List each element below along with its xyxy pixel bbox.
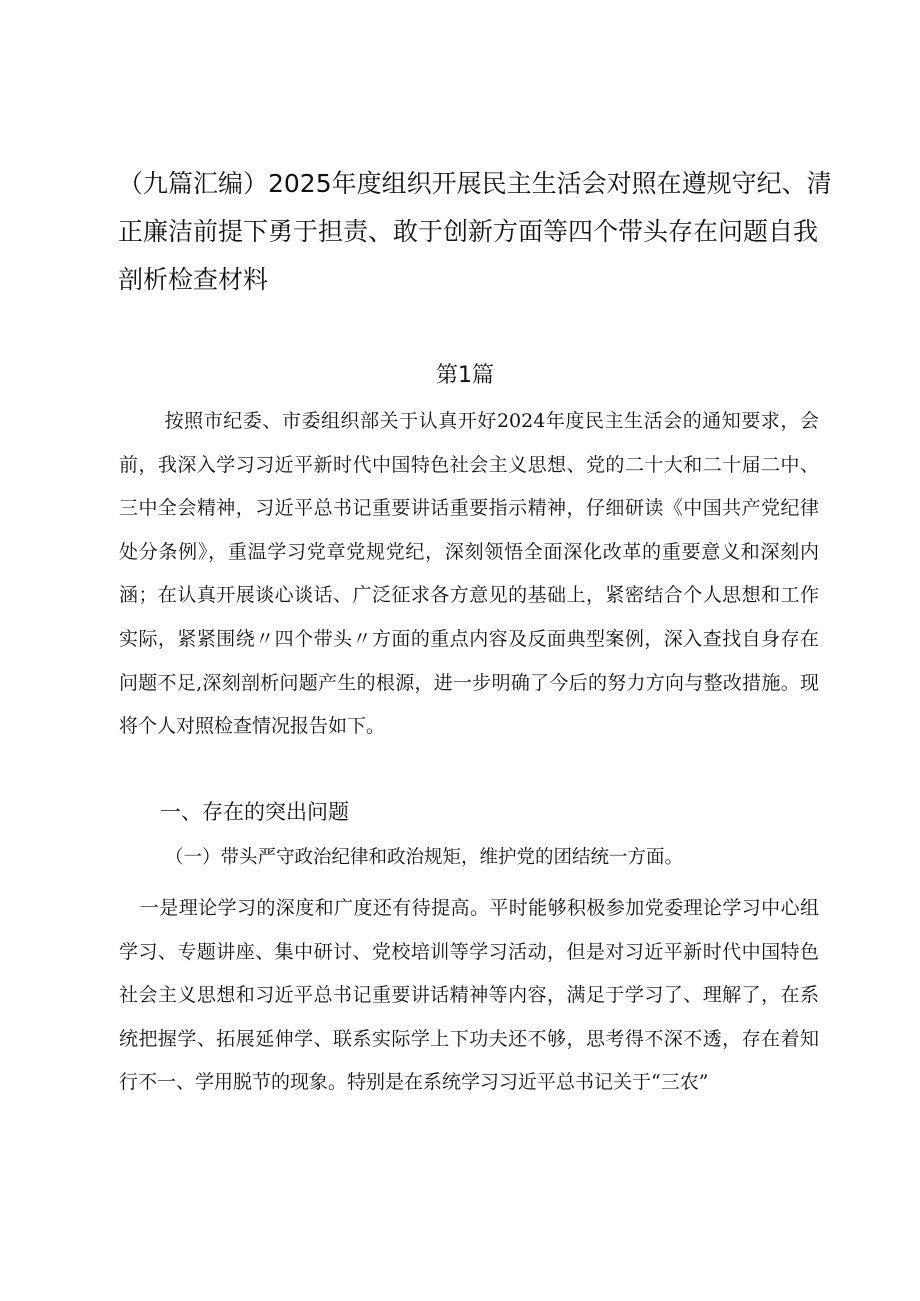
- document-title: （九篇汇编）2025年度组织开展民主生活会对照在遵规守纪、清正廉洁前提下勇于担责、敢于创新方面等四个带头存在问题自我剖析检查材料: [118, 169, 832, 294]
- intro-paragraph: 按照市纪委、市委组织部关于认真开好2024年度民主生活会的通知要求，会前，我深入学习习近平新时代中国特色社会主义思想、党的二十大和二十届二中、三中全会精神，习近平总书记重要讲话重要指示精神，仔细研读《中国共产党纪律处分条例》，重温学习党章党规党纪，深刻领悟全面深化改革的重要意义和深刻内涵；在认真开展谈心谈话、广泛征求各方意见的基础上，紧密结合个人思想和工作实际，紧紧围绕〃四个带头〃方面的重点内容及反面典型案例，深入查找自身存在问题不足,深刻剖析问题产生的根源，进一步明确了今后的努力方向与整改措施。现将个人对照检查情况报告如下。: [119, 410, 819, 738]
- body-paragraph: 一是理论学习的深度和广度还有待提高。平时能够积极参加党委理论学习中心组学习、专题讲座、集中研讨、党校培训等学习活动，但是对习近平新时代中国特色社会主义思想和习近平总书记重要讲话精神等内容，满足于学习了、理解了，在系统把握学、拓展延伸学、联系实际学上下功夫还不够，思考得不深不透，存在着知行不一、学用脱节的现象。特别是在系统学习习近平总书记关于“三农”: [119, 897, 819, 1094]
- heading-level-1: 一、存在的突出问题: [160, 800, 349, 824]
- section-title: 第1篇: [436, 363, 494, 388]
- heading-level-2: （一）带头严守政治纪律和政治规矩，维护党的团结统一方面。: [165, 847, 684, 868]
